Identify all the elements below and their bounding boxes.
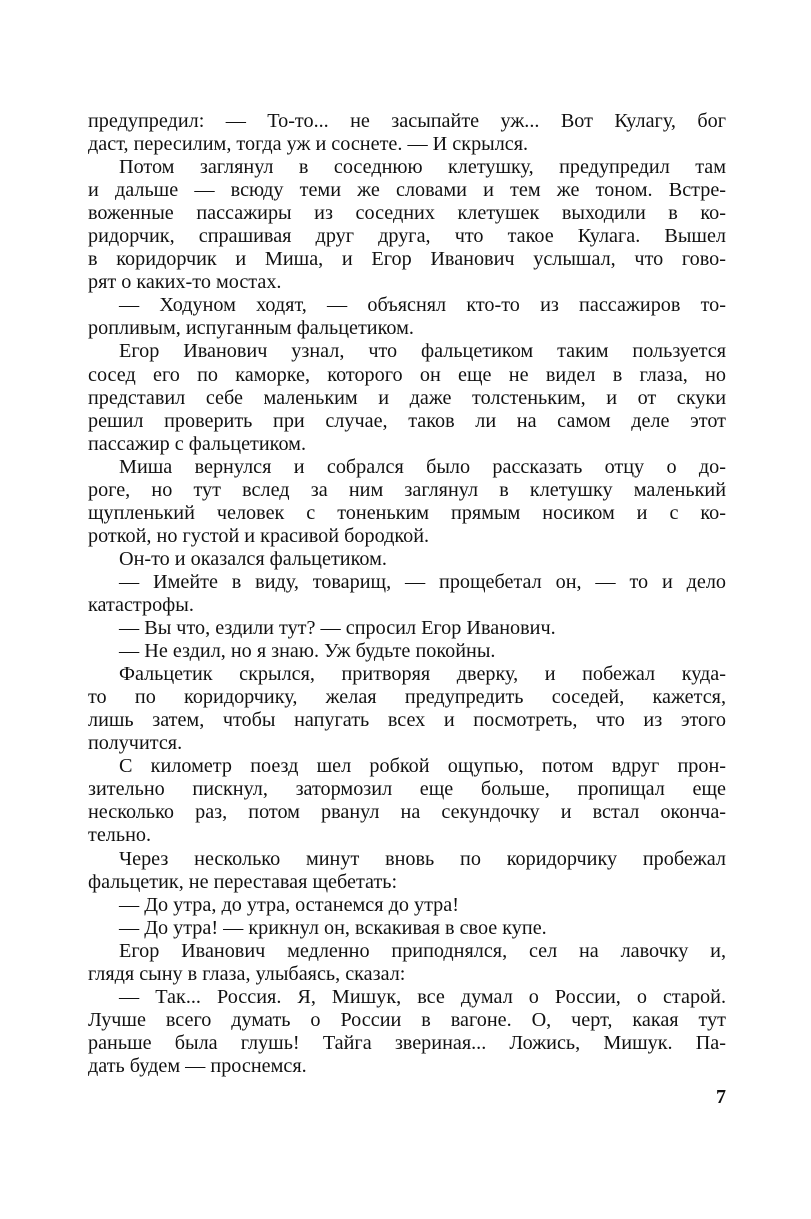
text-line: — Имейте в виду, товарищ, — прощебетал он, — то и дело bbox=[119, 570, 726, 593]
text-line: — До утра, до утра, останемся до утра! bbox=[119, 893, 459, 916]
text-line: в коридорчик и Миша, и Егор Иванович услышал, что гово- bbox=[88, 248, 726, 271]
text-line: даст, пересилим, тогда уж и соснете. — И скрылся. bbox=[88, 133, 529, 156]
text-line: Через несколько минут вновь по коридорчику пробежал bbox=[119, 847, 726, 870]
page-text-block bbox=[88, 110, 726, 1078]
text-line: представил себе маленьким и даже толстеньким, и от скуки bbox=[88, 386, 726, 409]
text-line: Он-то и оказался фальцетиком. bbox=[119, 547, 387, 570]
text-line: рят о каких-то мостах. bbox=[88, 271, 282, 294]
text-line: С километр поезд шел робкой ощупью, потом вдруг прон- bbox=[119, 755, 726, 778]
text-line: дать будем — проснемся. bbox=[88, 1054, 307, 1077]
text-line: глядя сыну в глаза, улыбаясь, сказал: bbox=[88, 962, 406, 985]
text-line: катастрофы. bbox=[88, 593, 194, 616]
text-line: лишь затем, чтобы напугать всех и посмотреть, что из этого bbox=[88, 709, 726, 732]
text-line: Миша вернулся и собрался было рассказать отцу о до- bbox=[119, 455, 726, 478]
text-line: — Вы что, ездили тут? — спросил Егор Иванович. bbox=[119, 617, 556, 640]
text-line: получится. bbox=[88, 732, 183, 755]
text-line: зительно пискнул, затормозил еще больше, пропищал еще bbox=[88, 778, 726, 801]
text-line: раньше была глушь! Тайга звериная... Ложись, Мишук. Па- bbox=[88, 1031, 726, 1054]
text-line: — До утра! — крикнул он, вскакивая в свое купе. bbox=[119, 916, 547, 939]
text-line: Лучше всего думать о России в вагоне. О, черт, какая тут bbox=[88, 1008, 726, 1031]
text-line: Потом заглянул в соседнюю клетушку, предупредил там bbox=[119, 156, 726, 179]
text-line: ропливым, испуганным фальцетиком. bbox=[88, 317, 414, 340]
text-line: предупредил: — То-то... не засыпайте уж... Вот Кулагу, бог bbox=[88, 110, 726, 132]
text-line: Егор Иванович узнал, что фальцетиком таким пользуется bbox=[119, 340, 726, 363]
text-line: ридорчик, спрашивая друг друга, что такое Кулага. Вышел bbox=[88, 225, 726, 248]
text-line: роткой, но густой и красивой бородкой. bbox=[88, 524, 430, 547]
text-line: фальцетик, не переставая щебетать: bbox=[88, 870, 398, 893]
text-line: Фальцетик скрылся, притворяя дверку, и побежал куда- bbox=[119, 663, 726, 686]
text-line: роге, но тут вслед за ним заглянул в клетушку маленький bbox=[88, 478, 726, 501]
text-line: то по коридорчику, желая предупредить соседей, кажется, bbox=[88, 686, 726, 709]
text-line: пассажир с фальцетиком. bbox=[88, 432, 306, 455]
text-line: воженные пассажиры из соседних клетушек выходили в ко- bbox=[88, 202, 726, 225]
text-line: — Ходуном ходят, — объяснял кто-то из пассажиров то- bbox=[119, 294, 726, 317]
text-line: — Не ездил, но я знаю. Уж будьте покойны. bbox=[119, 640, 496, 663]
page-number: 7 bbox=[716, 1086, 726, 1108]
text-line: сосед его по каморке, которого он еще не видел в глаза, но bbox=[88, 363, 726, 386]
text-line: Егор Иванович медленно приподнялся, сел на лавочку и, bbox=[119, 939, 726, 962]
text-line: несколько раз, потом рванул на секундочку и встал оконча- bbox=[88, 801, 726, 824]
text-line: — Так... Россия. Я, Мишук, все думал о России, о старой. bbox=[119, 985, 726, 1008]
text-line: решил проверить при случае, таков ли на самом деле этот bbox=[88, 409, 726, 432]
text-line: и дальше — всюду теми же словами и тем же тоном. Встре- bbox=[88, 179, 726, 202]
text-line: щупленький человек с тоненьким прямым носиком и с ко- bbox=[88, 501, 726, 524]
text-line: тельно. bbox=[88, 824, 152, 847]
